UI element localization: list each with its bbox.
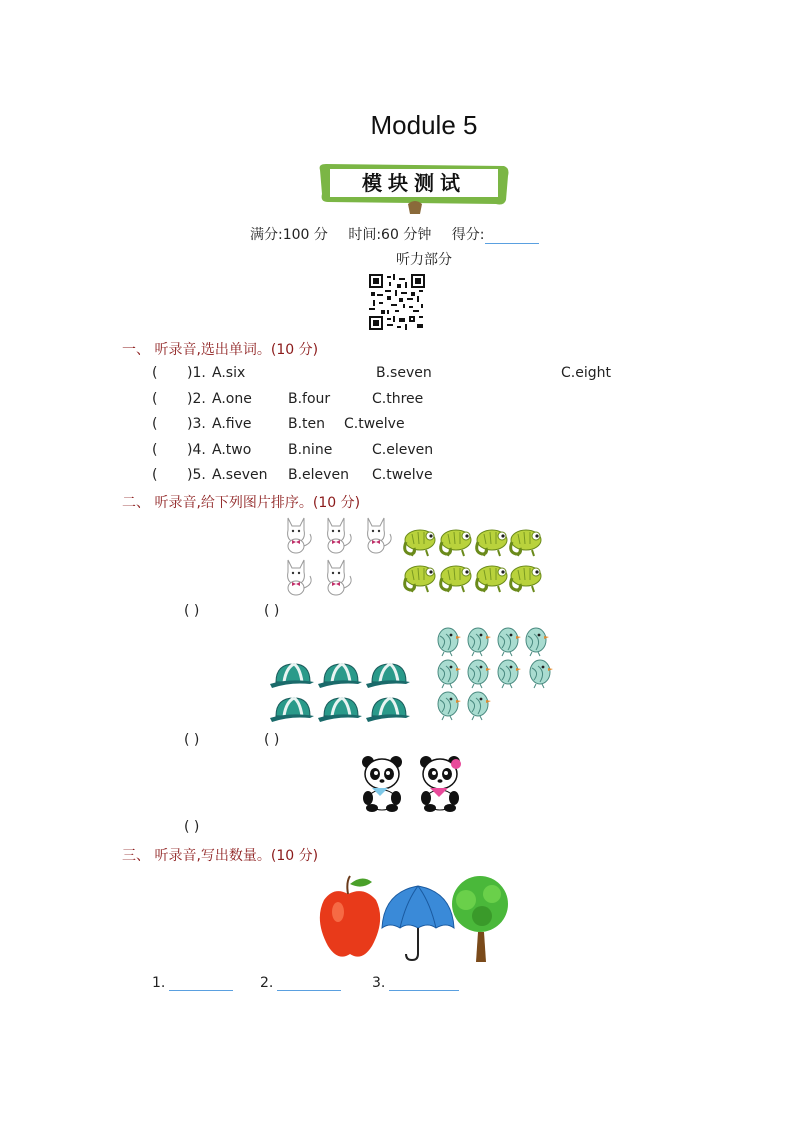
section1-heading: 一、 听录音,选出单词。(10 分) — [122, 342, 319, 358]
answer-bracket[interactable]: ( ) — [264, 603, 280, 619]
option-c[interactable]: C.eight — [561, 365, 611, 381]
listening-heading: 听力部分 — [396, 252, 452, 268]
item-number: )4. — [187, 442, 206, 458]
caps-picture-icon — [270, 660, 412, 724]
answer-blank[interactable] — [277, 976, 341, 991]
score-blank[interactable] — [485, 229, 539, 244]
apple-umbrella-tree-picture-icon — [316, 872, 512, 964]
option-c[interactable]: C.three — [372, 391, 424, 407]
option-c[interactable]: C.twelve — [344, 416, 405, 432]
answer-bracket[interactable]: ( ) — [184, 732, 200, 748]
answer-2 — [260, 975, 341, 991]
option-b[interactable]: B.seven — [376, 365, 432, 381]
cats-picture-icon — [282, 514, 402, 596]
answer-bracket[interactable]: ( ) — [184, 819, 200, 835]
list-item: ( — [152, 467, 158, 483]
answer-blank[interactable] — [169, 976, 233, 991]
score-info — [250, 224, 555, 244]
answer-number: 2. — [260, 975, 274, 991]
answer-blank[interactable] — [389, 976, 459, 991]
answer-bracket[interactable]: ( ) — [264, 732, 280, 748]
answer-1 — [152, 975, 233, 991]
item-number: )5. — [187, 467, 206, 483]
list-item: ( — [152, 365, 158, 381]
qr-code-icon — [369, 274, 425, 330]
answer-bracket[interactable]: ( ) — [184, 603, 200, 619]
option-b[interactable]: B.nine — [288, 442, 333, 458]
full-score: 满分:100 分 — [250, 227, 328, 243]
list-item: ( — [152, 416, 158, 432]
option-a[interactable]: A.six — [212, 365, 246, 381]
option-a[interactable]: A.two — [212, 442, 252, 458]
option-b[interactable]: B.four — [288, 391, 331, 407]
banner-label: 模块测试 — [362, 171, 466, 195]
option-a[interactable]: A.seven — [212, 467, 268, 483]
page-title: Module 5 — [370, 110, 478, 140]
answer-number: 3. — [372, 975, 386, 991]
birds-picture-icon — [434, 626, 558, 722]
time-limit: 时间:60 分钟 — [348, 227, 432, 243]
item-number: )3. — [187, 416, 206, 432]
module-test-banner — [316, 160, 512, 216]
answer-3 — [372, 975, 459, 991]
option-a[interactable]: A.five — [212, 416, 252, 432]
pandas-picture-icon — [358, 754, 468, 812]
item-number: )1. — [187, 365, 206, 381]
item-number: )2. — [187, 391, 206, 407]
option-b[interactable]: B.ten — [288, 416, 326, 432]
list-item: ( — [152, 391, 158, 407]
section3-heading: 三、 听录音,写出数量。(10 分) — [122, 848, 319, 864]
option-c[interactable]: C.twelve — [372, 467, 433, 483]
answer-number: 1. — [152, 975, 166, 991]
list-item: ( — [152, 442, 158, 458]
option-c[interactable]: C.eleven — [372, 442, 434, 458]
chameleons-picture-icon — [402, 526, 544, 598]
option-a[interactable]: A.one — [212, 391, 252, 407]
option-b[interactable]: B.eleven — [288, 467, 349, 483]
section2-heading: 二、 听录音,给下列图片排序。(10 分) — [122, 495, 361, 511]
score-label: 得分: — [451, 227, 485, 243]
